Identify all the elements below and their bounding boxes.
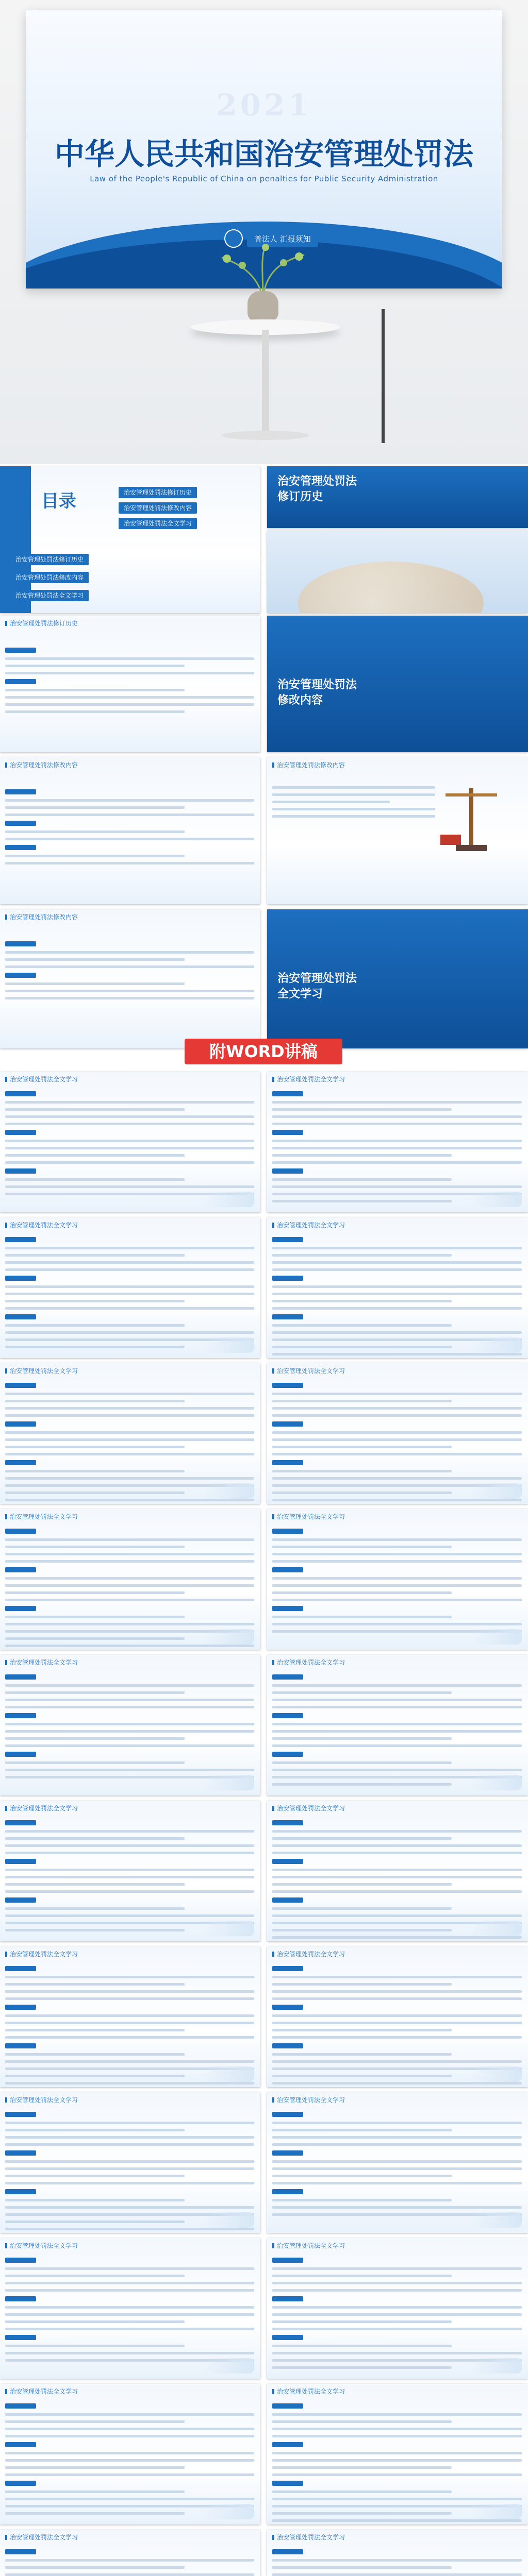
plant-icon (217, 242, 309, 299)
fulltext-slide (0, 1509, 260, 1650)
toc-slide (0, 466, 260, 613)
word-banner[interactable]: 附WORD讲稿 (185, 1039, 342, 1064)
slide-header: 治安管理处罚法全文学习 (272, 1804, 345, 1812)
section-title: 治安管理处罚法 修订历史 (277, 474, 357, 503)
fulltext-slide (267, 1072, 528, 1212)
slide-header: 治安管理处罚法全文学习 (5, 2533, 78, 2541)
slide-header: 治安管理处罚法全文学习 (272, 1950, 345, 1958)
fulltext-slide (267, 2530, 528, 2576)
toc-item[interactable]: 治安管理处罚法全文学习 (10, 590, 89, 601)
slide-header: 治安管理处罚法修订历史 (5, 619, 78, 628)
toc-item[interactable]: 治安管理处罚法修改内容 (119, 502, 197, 514)
slide-header: 治安管理处罚法全文学习 (272, 2387, 345, 2396)
fulltext-slide (0, 1072, 260, 1212)
toc-item[interactable]: 治安管理处罚法全文学习 (119, 518, 197, 529)
hero (0, 0, 528, 464)
image-slide (267, 531, 528, 613)
slide-header: 治安管理处罚法全文学习 (5, 1950, 78, 1958)
slide-header: 治安管理处罚法全文学习 (5, 2095, 78, 2104)
slide-header: 治安管理处罚法全文学习 (272, 1221, 345, 1229)
vase-icon (248, 291, 278, 322)
fulltext-slide (267, 1801, 528, 1941)
fulltext-slide (0, 2384, 260, 2524)
slide-header: 治安管理处罚法全文学习 (5, 1075, 78, 1083)
page-title: 中华人民共和国治安管理处罚法 (54, 137, 473, 172)
fulltext-slide (267, 1509, 528, 1650)
page-subtitle: Law of the People's Republic of China on penalties for Public Security Administration (90, 174, 438, 183)
fulltext-slide (267, 1655, 528, 1795)
fulltext-slide (0, 1801, 260, 1941)
changes-slide (267, 757, 528, 904)
fulltext-slide (267, 2238, 528, 2379)
slide-header: 治安管理处罚法全文学习 (5, 2241, 78, 2250)
section-slide (267, 616, 528, 752)
fulltext-slide (0, 1363, 260, 1504)
changes-slide (0, 909, 260, 1048)
section-title: 治安管理处罚法 修改内容 (277, 678, 357, 707)
toc-item[interactable]: 治安管理处罚法修订历史 (119, 487, 197, 498)
slide-header: 治安管理处罚法全文学习 (272, 1512, 345, 1521)
fulltext-slide (267, 1946, 528, 2087)
toc-heading: 目录 (41, 491, 76, 512)
slide-header: 治安管理处罚法修改内容 (272, 760, 345, 769)
section-slide (267, 909, 528, 1048)
slide-header: 治安管理处罚法修改内容 (5, 760, 78, 769)
fulltext-slide (0, 2092, 260, 2233)
toc-item[interactable]: 治安管理处罚法修改内容 (10, 572, 89, 583)
lamp-icon (382, 309, 385, 443)
table-foot (222, 431, 309, 440)
toc-item[interactable]: 治安管理处罚法修订历史 (10, 554, 89, 565)
slide-header: 治安管理处罚法全文学习 (272, 1658, 345, 1667)
slide-header: 治安管理处罚法全文学习 (272, 2095, 345, 2104)
slide-header: 治安管理处罚法全文学习 (5, 1221, 78, 1229)
section-slide (267, 466, 528, 528)
slide-header: 治安管理处罚法修改内容 (5, 912, 78, 921)
slide-header: 治安管理处罚法全文学习 (5, 1366, 78, 1375)
hands-image (298, 562, 484, 613)
year-label: 2021 (216, 88, 312, 123)
slide-header: 治安管理处罚法全文学习 (272, 1075, 345, 1083)
slide-header: 治安管理处罚法全文学习 (5, 1512, 78, 1521)
fulltext-slide (267, 2384, 528, 2524)
slide-header: 治安管理处罚法全文学习 (272, 1366, 345, 1375)
slide-header: 治安管理处罚法全文学习 (5, 2387, 78, 2396)
fulltext-slide (0, 1655, 260, 1795)
fulltext-slide (0, 2238, 260, 2379)
slide-header: 治安管理处罚法全文学习 (5, 1658, 78, 1667)
fulltext-slide (267, 1217, 528, 1358)
fulltext-slide (267, 2092, 528, 2233)
scales-icon (435, 778, 507, 855)
fulltext-slide (0, 2530, 260, 2576)
fulltext-slide (0, 1946, 260, 2087)
slide-header: 治安管理处罚法全文学习 (272, 2241, 345, 2250)
slide-header: 治安管理处罚法全文学习 (272, 2533, 345, 2541)
fulltext-slide (0, 1217, 260, 1358)
changes-slide (0, 757, 260, 904)
badge-label: 普法人 汇报须知 (247, 230, 318, 247)
section-title: 治安管理处罚法 全文学习 (277, 972, 357, 1001)
fulltext-slide (267, 1363, 528, 1504)
history-slide (0, 616, 260, 752)
table-leg (262, 330, 269, 433)
slide-header: 治安管理处罚法全文学习 (5, 1804, 78, 1812)
